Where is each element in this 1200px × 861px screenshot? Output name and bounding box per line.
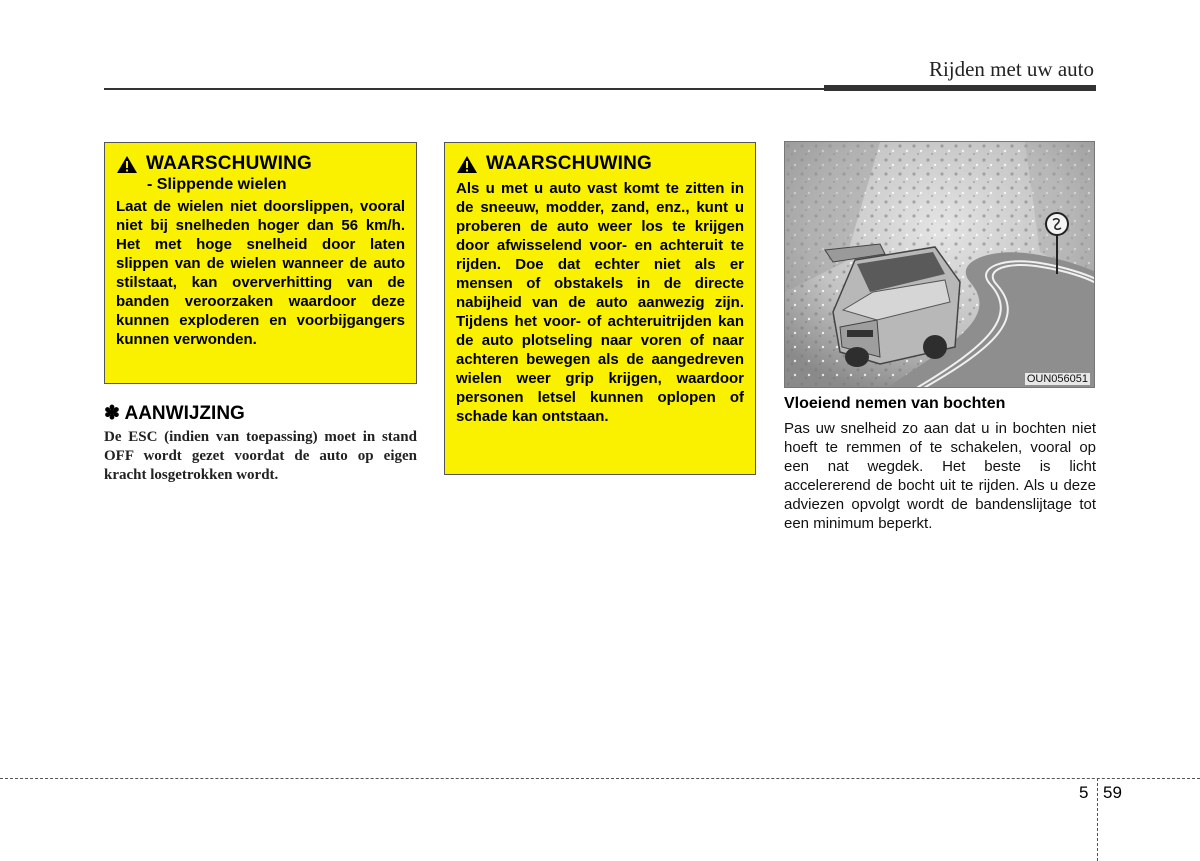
- figure-code: OUN056051: [1026, 373, 1088, 385]
- page-number: 59: [1103, 783, 1122, 802]
- section-title: Vloeiend nemen van bochten: [784, 395, 1006, 412]
- section-text: Pas uw snelheid zo aan dat u in bochten niet hoeft te remmen of te schakelen, vooral op een nat wegdek. Het beste is licht accelererend de bocht uit te rijden. Als u deze adviezen opvolgt wordt de bandenslijtage tot een minimum beperkt.: [784, 420, 1096, 532]
- warning-title: WAARSCHUWING: [486, 153, 652, 174]
- chapter-number: 5: [1079, 783, 1089, 802]
- warning-box-stuck-vehicle: [444, 142, 756, 475]
- page-header-title: Rijden met uw auto: [928, 57, 1094, 81]
- warning-box-slipping-wheels: [104, 142, 417, 384]
- car-on-winding-road-illustration: [784, 141, 1095, 388]
- warning-triangle-icon: [456, 155, 478, 174]
- warning-subtitle: - Slippende wielen: [147, 176, 287, 193]
- note-title: ✽ AANWIJZING: [104, 403, 245, 424]
- header-rule: [104, 88, 824, 90]
- header-rule-accent: [824, 85, 1096, 91]
- footer-rule: [0, 778, 1200, 779]
- warning-title: WAARSCHUWING: [146, 153, 312, 174]
- warning-text: Laat de wielen niet doorslippen, vooral niet bij snelheden hoger dan 56 km/h. Het met hoge snelheid door laten slippen van de wielen wanneer de auto stilstaat, kan oververhitting van de banden veroorzaken waardoor deze kunnen exploderen en voorbijgangers kunnen verwonden.: [116, 198, 405, 348]
- note-text: De ESC (indien van toepassing) moet in stand OFF wordt gezet voordat de auto op eigen kracht losgetrokken wordt.: [104, 429, 417, 483]
- warning-text: Als u met u auto vast komt te zitten in de sneeuw, modder, zand, enz., kunt u proberen de auto weer los te krijgen door afwisselend voor- en achteruit te rijden. Doe dat echter niet als er mensen of obstakels in de directe nabijheid van de auto aanwezig zijn. Tijdens het voor- of achteruitrijden kan de auto plotseling naar voren of naar achteren bewegen als de aangedreven wielen weer grip krijgen, waardoor personen letsel kunnen oplopen of schade kan ontstaan.: [456, 180, 744, 425]
- footer-divider: [1097, 778, 1098, 861]
- car-on-road-icon: [785, 142, 1095, 388]
- warning-triangle-icon: [116, 155, 138, 174]
